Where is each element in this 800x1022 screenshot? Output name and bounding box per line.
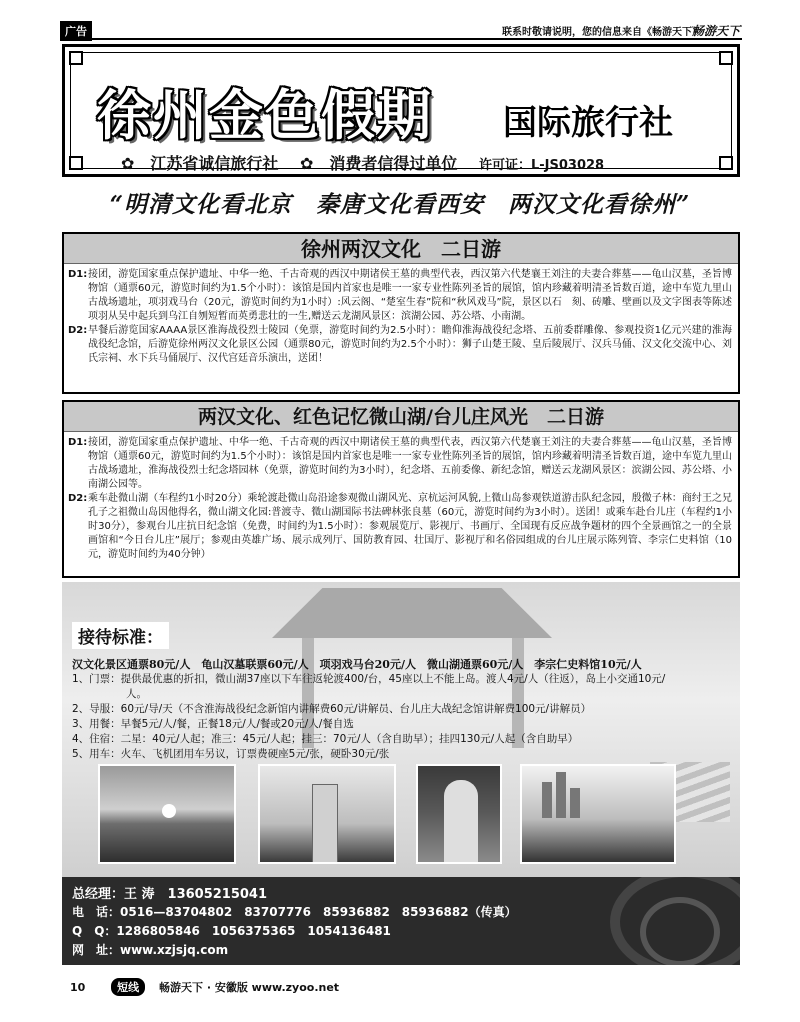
license-number: 许可证：L-JS03028 bbox=[479, 158, 605, 173]
ad-tag: 广告 bbox=[60, 21, 92, 41]
day-itinerary: 接团，游览国家重点保护遗址、中华一绝、千古奇观的西汉中期诸侯王墓的典型代表，西汉第六代楚襄王刘注的夫妻合葬墓——龟山汉墓，圣旨博物馆（通票60元，游览时间约为1.5个小时）：该馆是国内首家也是唯一一家专业性陈列圣旨的展馆，馆内珍藏着明清圣旨数百道，途中车览九里山古战场遗址，淮海战役烈士纪念塔园林（免票，游览时间约为3小时），纪念塔、五前委像、新纪念馆，赠送云龙湖风景区：滨湖公园、苏公塔、小南湖公园等。 bbox=[88, 437, 732, 490]
flower-icon: ✿ bbox=[121, 154, 135, 173]
ticket-prices: 汉文化景区通票80元/人 龟山汉墓联票60元/人 项羽戏马台20元/人 微山湖通票60元/人 李宗仁史料馆10元/人 bbox=[72, 658, 642, 671]
section-tag: 短线 bbox=[111, 978, 145, 996]
day-itinerary: 乘车赴微山湖（车程约1小时20分）乘轮渡赴微山岛沿途参观微山湖风光、京杭运河风貌,上微山岛参观铁道游击队纪念园，殷微子林：商纣王之兄孔子之祖微山岛因他得名，微山湖文化园:普渡寺、微山湖国际书法碑林张良墓（60元，游览时间约为3小时）。送团！或乘车赴台儿庄（车程约1小时30分），参观台儿庄抗日纪念馆（免费，时间约为1.5小时）：参观展览厅、影视厅、书画厅、全国现有反应战争题材的四个全景画馆之一的全景画馆和“今日台儿庄”展厅；参观由英雄广场、展示成列厅、国防教育园、壮国厅、影视厅和名俗园组成的台儿庄展示陈列管、李宗仁史料馆（10元，游览时间约为40分钟） bbox=[88, 493, 732, 560]
tour-panel-weishan-taierzhuang bbox=[62, 400, 740, 578]
top-bar bbox=[60, 20, 742, 40]
photo-memorial-tower bbox=[258, 764, 396, 864]
photo-statue bbox=[416, 764, 502, 864]
sun-icon bbox=[162, 804, 176, 818]
corner-ornament bbox=[69, 51, 83, 65]
building-icon bbox=[542, 782, 552, 818]
building-icon bbox=[570, 788, 580, 818]
pavilion-background bbox=[272, 588, 552, 638]
decorative-swirl bbox=[640, 897, 720, 965]
slogan: “明清文化看北京 秦唐文化看西安 两汉文化看徐州” bbox=[109, 191, 691, 218]
corner-ornament bbox=[69, 156, 83, 170]
photo-city-lake bbox=[520, 764, 676, 864]
tour-day bbox=[64, 268, 738, 324]
day-label: D1: bbox=[68, 269, 88, 280]
credential-trusted-unit: 消费者信得过单位 bbox=[329, 154, 458, 173]
tour-day bbox=[64, 492, 738, 562]
tour-title: 两汉文化、红色记忆微山湖/台儿庄风光 二日游 bbox=[64, 402, 738, 432]
tour-day bbox=[64, 324, 738, 366]
standards-list bbox=[72, 672, 672, 762]
agency-type: 国际旅行社 bbox=[503, 103, 673, 143]
day-label: D2: bbox=[68, 493, 88, 504]
agency-name: 徐州金色假期 bbox=[97, 84, 433, 147]
page-number: 10 bbox=[70, 981, 86, 994]
photo-lake-sunset bbox=[98, 764, 236, 864]
day-itinerary: 接团，游览国家重点保护遗址、中华一绝、千古奇观的西汉中期诸侯王墓的典型代表，西汉第六代楚襄王刘注的夫妻合葬墓——龟山汉墓，圣旨博物馆（通票60元，游览时间约为1.5个小时）：该馆是国内首家也是唯一一家专业性陈列圣旨的展馆，馆内珍藏着明清圣旨数百道，途中车览九里山古战场遗址，项羽戏马台（20元，游览时间约为1小时）:风云阁、“楚室生春”院和“秋风戏马”院，景区以石 刻、砖雕、壁画以及文字图表等陈述项羽从吴中起兵到乌江自刎短暂而英勇悲壮的一生,赠送云龙湖风景区：滨湖公园、苏公塔、小南湖。 bbox=[88, 269, 732, 322]
tour-panel-xuzhou bbox=[62, 232, 740, 394]
magazine-logo: 畅游天下 bbox=[691, 24, 740, 38]
standards-section bbox=[62, 582, 740, 877]
standards-title: 接待标准： bbox=[72, 622, 169, 649]
day-label: D2: bbox=[68, 325, 88, 336]
phone-numbers: 电 话：0516—83704802 83707776 85936882 85936882（传真） bbox=[72, 905, 517, 919]
brand-frame-inner bbox=[70, 52, 732, 173]
statue-icon bbox=[444, 780, 478, 864]
flower-icon: ✿ bbox=[300, 154, 314, 173]
corner-ornament bbox=[719, 156, 733, 170]
standards-item: 3、用餐：早餐5元/人/餐，正餐18元/人/餐或20元/人/餐自选 bbox=[72, 718, 354, 730]
day-label: D1: bbox=[68, 437, 88, 448]
standards-item: 4、住宿：二星：40元/人起；准三：45元/人起；挂三：70元/人（含自助早）；挂四130元/人起（含自助早） bbox=[72, 733, 579, 745]
source-notice: 联系时敬请说明，您的信息来自《畅游天下》 bbox=[502, 27, 702, 38]
credentials bbox=[121, 151, 620, 174]
day-itinerary: 早餐后游览国家AAAA景区淮海战役烈士陵园（免票，游览时间约为2.5小时）：瞻仰淮海战役纪念塔、五前委群雕像、参观投资1亿元兴建的淮海战役纪念馆，后游览徐州两汉文化景区公园（通票80元，游览时间约为2.5个小时）：狮子山楚王陵、皇后陵展厅、汉兵马俑、汉文化交流中心、刘氏宗祠、水下兵马俑展厅、汉代宫廷音乐演出，送团！ bbox=[88, 325, 732, 364]
page-footer bbox=[70, 978, 339, 996]
qq-numbers: Q Q：1286805846 1056375365 1054136481 bbox=[72, 924, 391, 938]
standards-item: 1、门票：提供最优惠的折扣，微山湖37座以下车往返轮渡400/台，45座以上不能上岛。渡人4元/人（往返），岛上小交通10元/人。 bbox=[72, 673, 666, 700]
corner-ornament bbox=[719, 51, 733, 65]
standards-item: 2、导服：60元/导/天（不含淮海战役纪念新馆内讲解费60元/讲解员、台儿庄大战纪念馆讲解费100元/讲解员） bbox=[72, 703, 592, 715]
standards-item: 5、用车：火车、飞机团用车另议，订票费硬座5元/张，硬卧30元/张 bbox=[72, 748, 390, 760]
publication-name: 畅游天下 · 安徽版 www.zyoo.net bbox=[159, 981, 340, 994]
building-icon bbox=[556, 772, 566, 818]
brand-frame bbox=[62, 44, 740, 177]
tour-title: 徐州两汉文化 二日游 bbox=[64, 234, 738, 264]
contact-block bbox=[62, 877, 740, 965]
tower-icon bbox=[312, 784, 338, 864]
website: 网 址：www.xzjsjq.com bbox=[72, 943, 229, 957]
tour-day bbox=[64, 436, 738, 492]
credential-honest-agency: 江苏省诚信旅行社 bbox=[150, 154, 279, 173]
general-manager: 总经理：王 涛 13605215041 bbox=[72, 887, 268, 902]
